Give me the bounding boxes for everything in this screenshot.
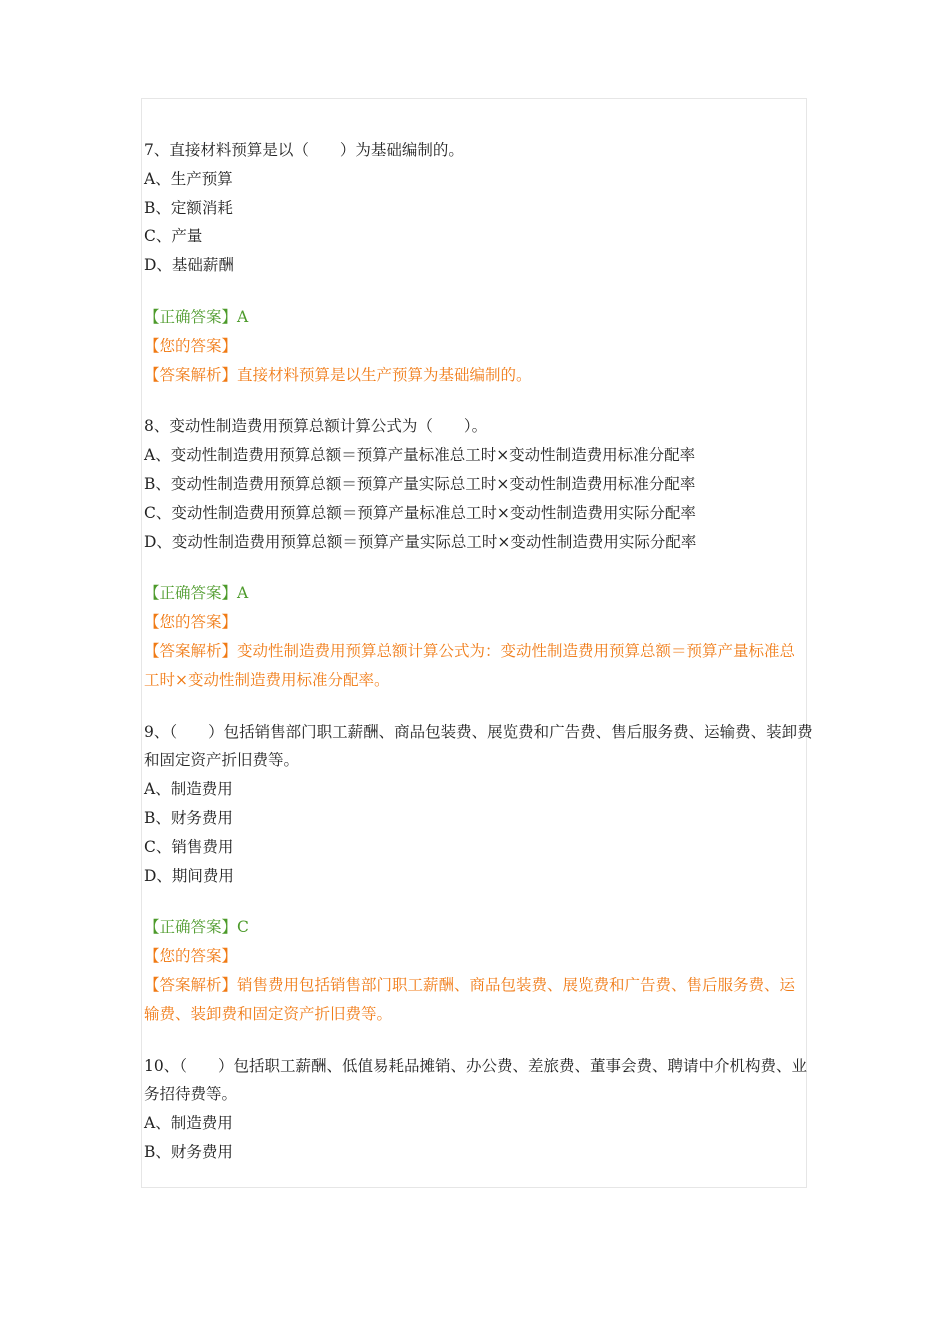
option-c: C、变动性制造费用预算总额＝预算产量标准总工时×变动性制造费用实际分配率	[144, 503, 696, 522]
question-stem: 7、直接材料预算是以（ ）为基础编制的。	[144, 141, 464, 159]
question-stem: 9、（ ）包括销售部门职工薪酬、商品包装费、展览费和广告费、售后服务费、运输费、装卸费和固定资产折旧费等。	[144, 722, 813, 770]
option-a: A、制造费用	[144, 780, 233, 799]
correct-answer: 【正确答案】A	[144, 307, 249, 326]
question-10	[144, 1052, 820, 1167]
option-b: B、变动性制造费用预算总额＝预算产量实际总工时×变动性制造费用标准分配率	[144, 474, 696, 493]
question-9	[144, 718, 820, 1052]
option-d: D、变动性制造费用预算总额＝预算产量实际总工时×变动性制造费用实际分配率	[144, 532, 697, 551]
question-7	[144, 136, 820, 412]
answer-analysis: 【答案解析】变动性制造费用预算总额计算公式为：变动性制造费用预算总额＝预算产量标准总工时×变动性制造费用标准分配率。	[144, 641, 796, 689]
question-stem: 10、（ ）包括职工薪酬、低值易耗品摊销、办公费、差旅费、董事会费、聘请中介机构费、业务招待费等。	[144, 1056, 807, 1104]
answer-analysis: 【答案解析】销售费用包括销售部门职工薪酬、商品包装费、展览费和广告费、售后服务费、运输费、装卸费和固定资产折旧费等。	[144, 975, 796, 1023]
option-b: B、财务费用	[144, 808, 233, 827]
your-answer: 【您的答案】	[144, 947, 238, 966]
option-d: D、期间费用	[144, 866, 234, 885]
question-8	[144, 412, 820, 717]
option-a: A、变动性制造费用预算总额＝预算产量标准总工时×变动性制造费用标准分配率	[144, 446, 696, 465]
option-b: B、财务费用	[144, 1142, 233, 1161]
correct-answer: 【正确答案】A	[144, 584, 249, 603]
option-b: B、定额消耗	[144, 198, 233, 217]
option-a: A、制造费用	[144, 1114, 233, 1133]
option-a: A、生产预算	[144, 169, 233, 188]
question-list	[144, 136, 820, 1167]
option-c: C、销售费用	[144, 837, 234, 856]
correct-answer: 【正确答案】C	[144, 918, 249, 937]
option-c: C、产量	[144, 227, 203, 246]
your-answer: 【您的答案】	[144, 336, 238, 355]
answer-analysis: 【答案解析】直接材料预算是以生产预算为基础编制的。	[144, 365, 532, 384]
question-stem: 8、变动性制造费用预算总额计算公式为（ ）。	[144, 417, 488, 436]
your-answer: 【您的答案】	[144, 613, 238, 632]
option-d: D、基础薪酬	[144, 256, 234, 275]
